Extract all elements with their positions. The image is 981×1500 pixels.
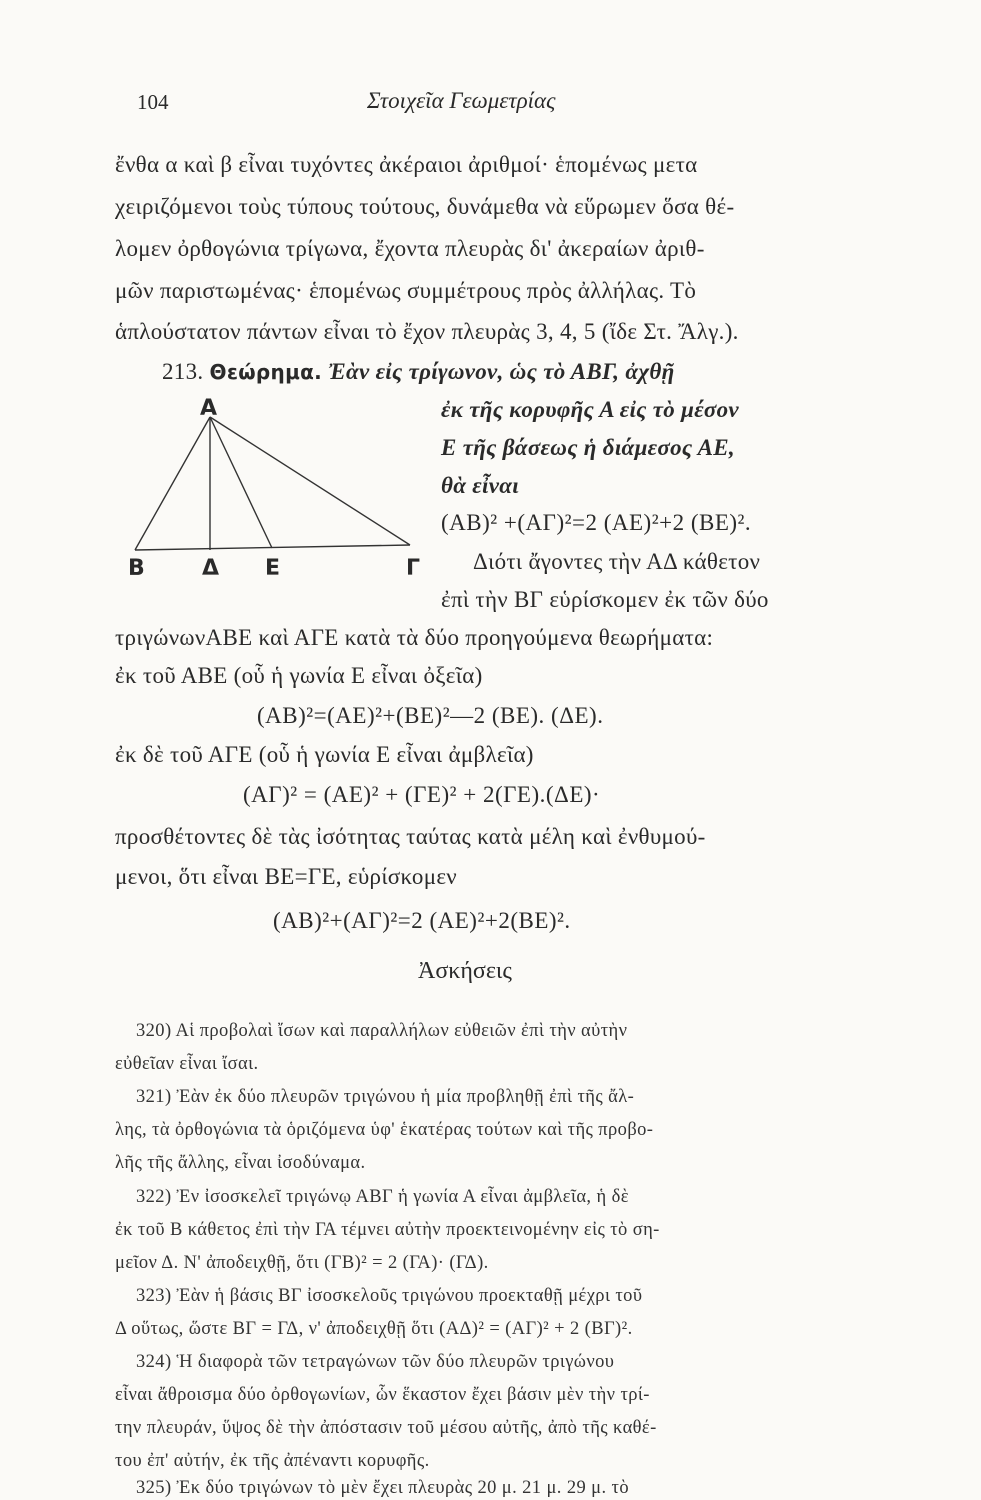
text-line: μῶν παριστωμένας· ἑπομένως συμμέτρους πρὸς ἀλλήλας. Τὸ [115, 278, 697, 303]
equation-1: (ΑΒ)²=(ΑΕ)²+(ΒΕ)²—2 (ΒΕ). (ΔΕ). [257, 703, 604, 728]
main-equation: (ΑΒ)² +(ΑΓ)²=2 (ΑΕ)²+2 (ΒΕ)². [441, 510, 752, 535]
equation-2: (ΑΓ)² = (ΑΕ)² + (ΓΕ)² + 2(ΓΕ).(ΔΕ)· [243, 782, 601, 807]
text-line: ἁπλούστατον πάντων εἶναι τὸ ἔχον πλευρὰς 3, 4, 5 (ἴδε Στ. Ἄλγ.). [115, 319, 739, 344]
exercise-line: εἶναι ἄθροισμα δύο ὀρθογωνίων, ὧν ἕκαστον ἔχει βάσιν μὲν τὴν τρί- [115, 1385, 650, 1405]
exercise-line: 321) Ἐὰν ἐκ δύο πλευρῶν τριγώνου ἡ μία προβληθῇ ἐπὶ τῆς ἄλ- [136, 1087, 635, 1107]
label-e: Ε [265, 556, 281, 581]
triangle-figure [110, 385, 430, 585]
exercise-line: 325) Ἐκ δύο τριγώνων τὸ μὲν ἔχει πλευρὰς 20 μ. 21 μ. 29 μ. τὸ [136, 1478, 630, 1498]
exercise-line: του ἐπ' αὐτήν, ἐκ τῆς ἀπέναντι κορυφῆς. [115, 1451, 430, 1471]
page-number: 104 [137, 90, 169, 114]
exercise-line: λῆς τῆς ἄλλης, εἶναι ἰσοδύναμα. [115, 1153, 366, 1173]
label-d: Δ [202, 556, 220, 581]
proof-line: τριγώνωνΑΒΕ καὶ ΑΓΕ κατὰ τὰ δύο προηγούμενα θεωρήματα: [115, 625, 714, 650]
exercise-line: ἐκ τοῦ Β κάθετος ἐπὶ τὴν ΓΑ τέμνει αὐτὴν προεκτεινομένην εἰς τὸ ση- [115, 1220, 660, 1240]
exercise-line: εὐθεῖαν εἶναι ἴσαι. [115, 1054, 259, 1074]
exercise-line: την πλευράν, ὕψος δὲ τὴν ἀπόστασιν τοῦ μέσου αὐτῆς, ἀπὸ τῆς καθέ- [115, 1418, 657, 1438]
exercise-line: λης, τὰ ὀρθογώνια τὰ ὁριζόμενα ὑφ' ἑκατέρας τούτων καὶ τῆς προβο- [115, 1120, 654, 1140]
exercises-heading: Ἀσκήσεις [418, 958, 512, 984]
exercise-line: Δ οὕτως, ὥστε ΒΓ = ΓΔ, ν' ἀποδειχθῇ ὅτι (ΑΔ)² = (ΑΓ)² + 2 (ΒΓ)². [115, 1319, 633, 1339]
label-g: Γ [406, 556, 421, 581]
exercise-line: 323) Ἐὰν ἡ βάσις ΒΓ ἰσοσκελοῦς τριγώνου προεκταθῇ μέχρι τοῦ [136, 1286, 643, 1306]
side-ab [135, 417, 210, 550]
theorem-statement-line: ἐκ τῆς κορυφῆς Α εἰς τὸ μέσον [441, 397, 739, 422]
theorem-statement-line: Ἐὰν εἰς τρίγωνον, ὡς τὸ ΑΒΓ, ἀχθῇ [328, 359, 675, 384]
proof-line: Διότι ἄγοντες τὴν ΑΔ κάθετον [473, 549, 761, 574]
theorem-statement-line: Ε τῆς βάσεως ἡ διάμεσος ΑΕ, [441, 435, 735, 460]
theorem-heading [162, 359, 675, 385]
text-line: λομεν ὀρθογώνια τρίγωνα, ἔχοντα πλευρὰς δι' ἀκεραίων ἀριθ- [115, 236, 705, 261]
exercise-line: 324) Ἡ διαφορὰ τῶν τετραγώνων τῶν δύο πλευρῶν τριγώνου [136, 1352, 615, 1372]
proof-line: ἐκ τοῦ ΑΒΕ (οὗ ἡ γωνία Ε εἶναι ὀξεῖα) [115, 663, 483, 688]
running-title: Στοιχεῖα Γεωμετρίας [367, 88, 556, 113]
conclusion-line: προσθέτοντες δὲ τὰς ἰσότητας ταύτας κατὰ μέλη καὶ ἐνθυμού- [115, 824, 706, 849]
exercise-line: μεῖον Δ. Ν' ἀποδειχθῇ, ὅτι (ΓΒ)² = 2 (ΓΑ)· (ΓΔ). [115, 1253, 489, 1273]
proof-line: ἐπὶ τὴν ΒΓ εὑρίσκομεν ἐκ τῶν δύο [441, 587, 769, 612]
text-line: ἔνθα α καὶ β εἶναι τυχόντες ἀκέραιοι ἀριθμοί· ἑπομένως μετα [115, 152, 698, 177]
label-b: Β [128, 556, 145, 581]
proof-line: ἐκ δὲ τοῦ ΑΓΕ (οὗ ἡ γωνία Ε εἶναι ἀμβλεῖα) [115, 742, 534, 767]
conclusion-line: μενοι, ὅτι εἶναι ΒΕ=ΓΕ, εὑρίσκομεν [115, 864, 457, 889]
exercise-line: 322) Ἐν ἰσοσκελεῖ τριγώνῳ ΑΒΓ ἡ γωνία Α εἶναι ἀμβλεῖα, ἡ δὲ [136, 1187, 629, 1207]
equation-3: (ΑΒ)²+(ΑΓ)²=2 (ΑΕ)²+2(ΒΕ)². [273, 908, 571, 933]
theorem-statement-line: θὰ εἶναι [441, 473, 519, 498]
exercise-line: 320) Αἱ προβολαὶ ἴσων καὶ παραλλήλων εὐθειῶν ἐπὶ τὴν αὐτὴν [136, 1021, 628, 1041]
label-a: Α [200, 396, 218, 421]
theorem-number: 213. [162, 359, 204, 384]
text-line: χειριζόμενοι τοὺς τύπους τούτους, δυνάμεθα νὰ εὕρωμεν ὅσα θέ- [115, 194, 735, 219]
theorem-label: Θεώρημα. [209, 360, 323, 384]
